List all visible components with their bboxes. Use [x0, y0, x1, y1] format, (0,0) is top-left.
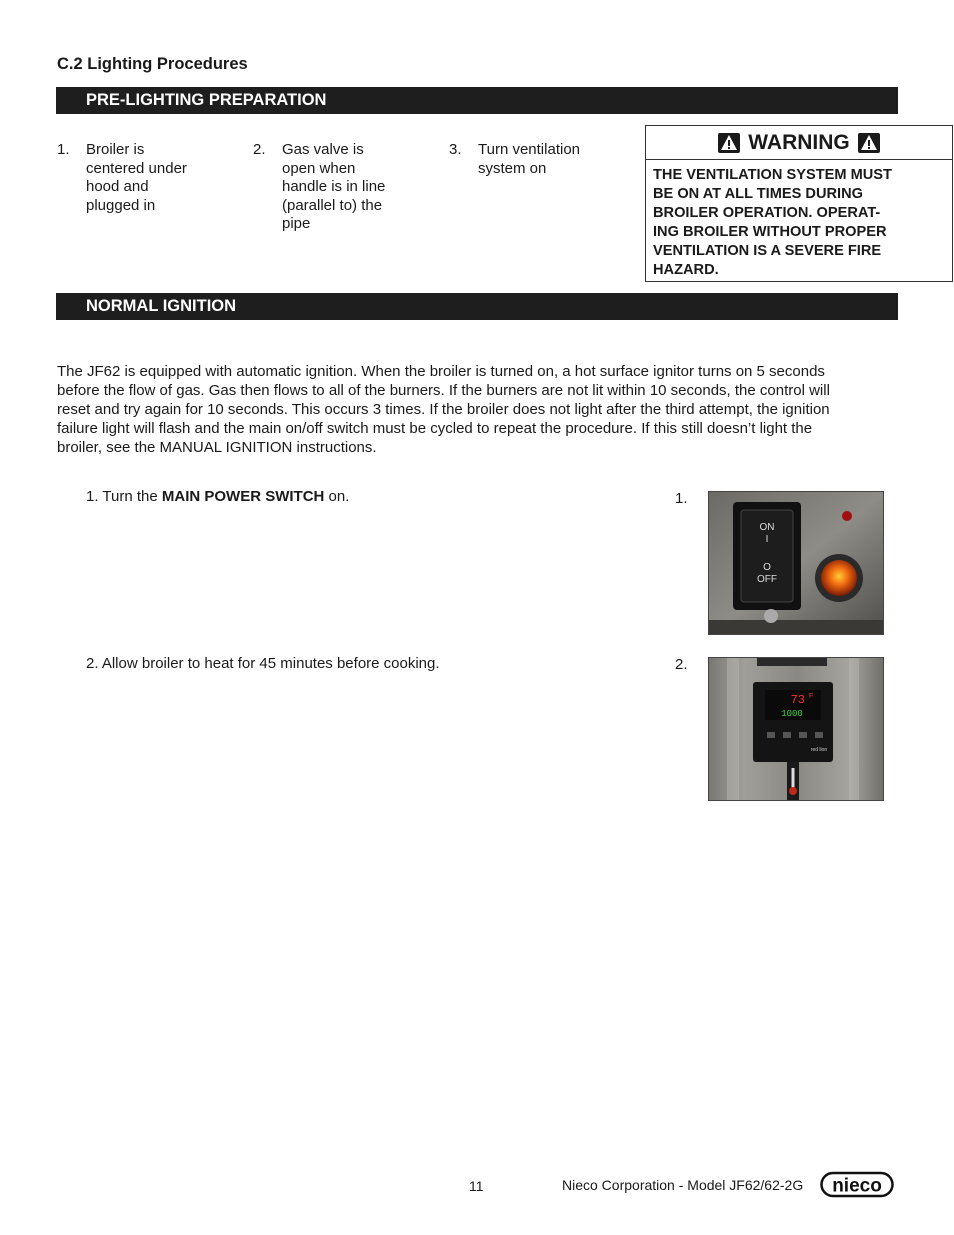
svg-text:nieco: nieco [832, 1175, 882, 1197]
step-number: 1. [57, 141, 70, 158]
page-number: 11 [469, 1178, 484, 1194]
step-text: Broiler is centered under hood and plugged in [86, 141, 187, 214]
svg-text:O: O [763, 562, 771, 573]
pre-step-2 [253, 141, 433, 241]
pre-step-3 [449, 141, 629, 191]
ignition-step-2: 2. Allow broiler to heat for 45 minutes before cooking. [86, 655, 440, 672]
pre-step-1 [57, 141, 237, 231]
step-number: 3. [449, 141, 462, 158]
photo-number-1: 1. [675, 490, 688, 507]
ignition-description: The JF62 is equipped with automatic ignition. When the broiler is turned on, a hot surface ignitor turns on 5 seconds before the flow of gas. Gas then flows to all of the burners. If the burners are not lit within 10 seconds, the control will reset and try again for 10 seconds. This occurs 3 times. If the broiler does not light after the third attempt, the ignition failure light will flash and the main on/off switch must be cycled to repeat the procedure. If this still doesn’t light the broiler, see the MANUAL IGNITION instructions. [57, 363, 830, 456]
temperature-controller-photo [708, 657, 884, 801]
power-switch-photo [708, 491, 884, 635]
svg-text:ON: ON [759, 522, 775, 533]
nieco-logo [820, 1171, 896, 1199]
warning-title: WARNING [748, 130, 850, 154]
warning-text: THE VENTILATION SYSTEM MUST BE ON AT ALL TIMES DURING BROILER OPERATION. OPERAT- ING BROILER WITHOUT PROPER VENTILATION IS A SEVERE FIRE HAZARD. [653, 167, 892, 278]
ignition-step-1: 1. Turn the MAIN POWER SWITCH on. [86, 488, 350, 505]
svg-text:I: I [765, 534, 769, 545]
photo-number-2: 2. [675, 656, 688, 673]
svg-text:OFF: OFF [757, 574, 777, 585]
svg-text:1000: 1000 [781, 709, 803, 719]
main-power-switch-label: MAIN POWER SWITCH [161, 488, 325, 505]
footer-company: Nieco Corporation - Model JF62/62-2G [562, 1177, 804, 1193]
warning-triangle-icon [718, 133, 740, 153]
svg-text:73: 73 [790, 693, 805, 707]
step-number: 2. [253, 141, 266, 158]
svg-text:red lion: red lion [810, 747, 828, 753]
step-text: Gas valve is open when handle is in line (parallel to) the pipe [282, 141, 386, 233]
warning-header [646, 126, 952, 160]
step-text: Turn ventilation system on [478, 141, 580, 177]
normal-ignition-bar: NORMAL IGNITION [56, 293, 898, 320]
warning-triangle-icon [858, 133, 880, 153]
section-heading: C.2 Lighting Procedures [57, 55, 248, 73]
pre-lighting-bar: PRE-LIGHTING PREPARATION [56, 87, 898, 114]
svg-text:F: F [809, 693, 814, 700]
warning-box [645, 125, 953, 282]
